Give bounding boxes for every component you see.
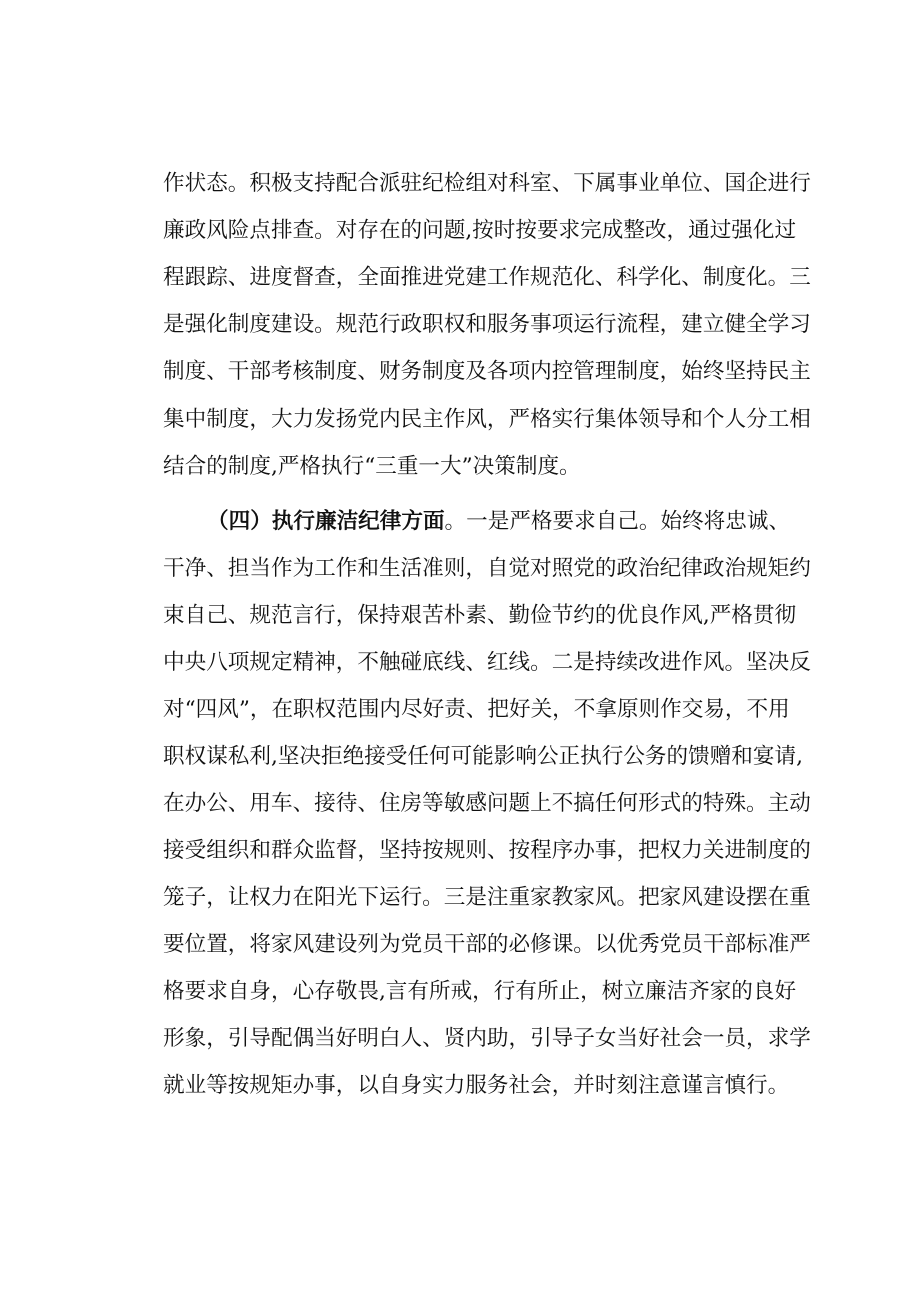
paragraph-2-line-10: 要位置，将家风建设列为党员干部的必修课。以优秀党员干部标准严 <box>163 932 811 957</box>
paragraph-1-line-3: 程跟踪、进度督查，全面推进党建工作规范化、科学化、制度化。三 <box>163 265 811 290</box>
paragraph-1-line-6: 集中制度，大力发扬党内民主作风，严格实行集体领导和个人分工相 <box>163 407 811 432</box>
paragraph-2-line-7: 在办公、用车、接待、住房等敏感问题上不搞任何形式的特殊。主动 <box>163 791 811 816</box>
paragraph-1-line-1: 作状态。积极支持配合派驻纪检组对科室、下属事业单位、国企进行 <box>163 171 811 196</box>
paragraph-2-line-12: 形象，引导配偶当好明白人、贤内助，引导子女当好社会一员，求学 <box>163 1026 811 1051</box>
paragraph-2-line-4: 中央八项规定精神，不触碰底线、红线。二是持续改进作风。坚决反 <box>163 650 811 675</box>
paragraph-2-line-9: 笼子，让权力在阳光下运行。三是注重家教家风。把家风建设摆在重 <box>163 885 811 910</box>
paragraph-1-line-5: 制度、干部考核制度、财务制度及各项内控管理制度，始终坚持民主 <box>163 359 811 384</box>
paragraph-1-line-7: 结合的制度,严格执行“三重一大”决策制度。 <box>163 454 581 479</box>
paragraph-2-line-1 <box>207 502 791 542</box>
paragraph-2-line-3: 束自己、规范言行，保持艰苦朴素、勤俭节约的优良作风,严格贯彻 <box>163 603 797 628</box>
paragraph-1-line-2: 廉政风险点排查。对存在的问题,按时按要求完成整改，通过强化过 <box>163 218 797 243</box>
paragraph-2-line-8: 接受组织和群众监督，坚持按规则、按程序办事，把权力关进制度的 <box>163 838 811 863</box>
paragraph-2-line-6: 职权谋私利,坚决拒绝接受任何可能影响公正执行公务的馈赠和宴请, <box>163 744 803 769</box>
paragraph-2-line-11: 格要求自身，心存敬畏,言有所戒，行有所止，树立廉洁齐家的良好 <box>163 979 797 1004</box>
paragraph-2-line-5: 对“四风”，在职权范围内尽好责、把好关，不拿原则作交易，不用 <box>163 697 790 722</box>
paragraph-2-line-2: 干净、担当作为工作和生活准则，自觉对照党的政治纪律政治规矩约 <box>163 556 811 581</box>
section-heading-continuation: 。一是严格要求自己。始终将忠诚、 <box>444 509 791 534</box>
section-heading: （四）执行廉洁纪律方面 <box>207 509 445 534</box>
paragraph-2-line-13: 就业等按规矩办事，以自身实力服务社会，并时刻注意谨言慎行。 <box>163 1073 790 1098</box>
paragraph-1-line-4: 是强化制度建设。规范行政职权和服务事项运行流程，建立健全学习 <box>163 312 811 337</box>
